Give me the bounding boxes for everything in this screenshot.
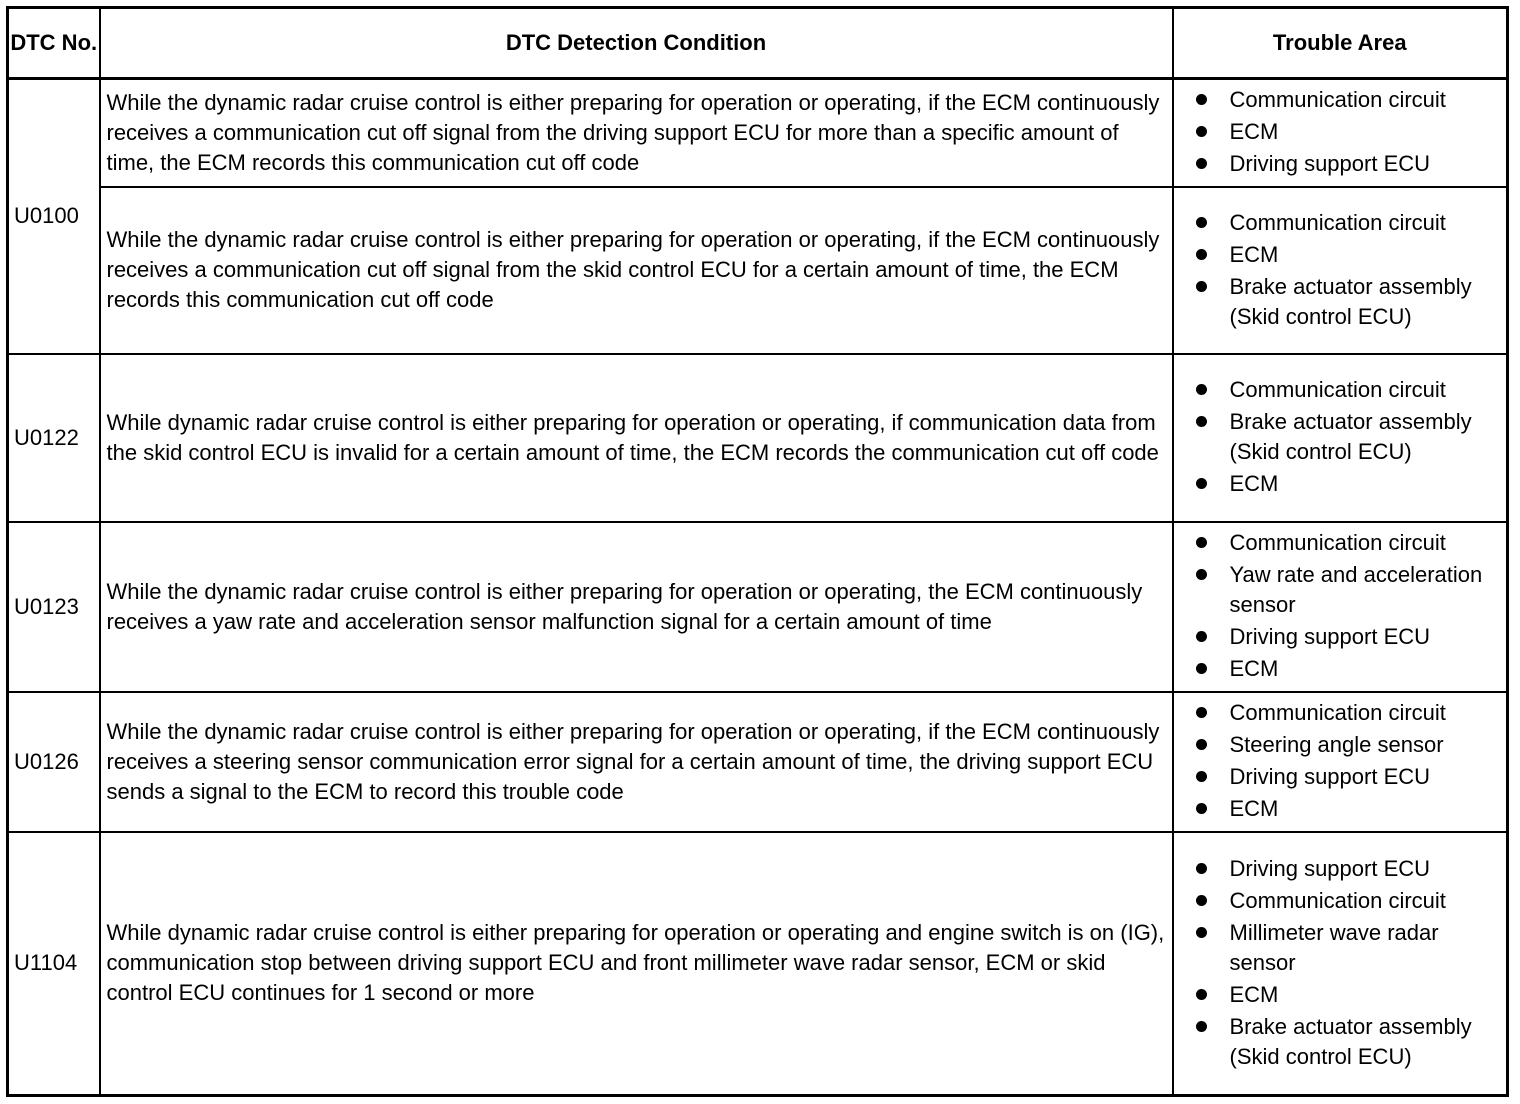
trouble-area-text: ECM xyxy=(1229,981,1279,1007)
dtc-code-cell: U0122 xyxy=(8,354,100,522)
bullet-icon xyxy=(1196,1021,1207,1032)
trouble-area-cell xyxy=(1173,832,1508,1096)
bullet-icon xyxy=(1196,384,1207,395)
detection-condition-cell: While the dynamic radar cruise control is either preparing for operation or operating, the ECM continuously receives a yaw rate and acceleration sensor malfunction signal for a certain amount of time xyxy=(100,522,1173,692)
trouble-area-item xyxy=(1196,149,1499,179)
bullet-icon xyxy=(1196,863,1207,874)
dtc-table xyxy=(6,6,1509,1097)
header-dtc-no: DTC No. xyxy=(8,8,100,79)
trouble-area-item xyxy=(1196,560,1499,620)
detection-condition-cell: While dynamic radar cruise control is either preparing for operation or operating and engine switch is on (IG), communication stop between driving support ECU and front millimeter wave radar sensor, ECM or skid control ECU continues for 1 second or more xyxy=(100,832,1173,1096)
dtc-code-cell: U1104 xyxy=(8,832,100,1096)
trouble-area-cell xyxy=(1173,79,1508,187)
trouble-area-text: Communication circuit xyxy=(1229,700,1446,725)
trouble-area-text: Steering angle sensor xyxy=(1229,732,1444,757)
trouble-area-text: ECM xyxy=(1229,241,1279,267)
trouble-area-text: Driving support ECU xyxy=(1229,151,1431,177)
bullet-icon xyxy=(1196,895,1207,906)
trouble-area-item xyxy=(1196,918,1499,978)
trouble-area-text: Communication circuit xyxy=(1229,530,1446,555)
bullet-icon xyxy=(1196,158,1207,169)
dtc-code-cell: U0126 xyxy=(8,692,100,832)
dtc-code-cell: U0123 xyxy=(8,522,100,692)
detection-condition-cell: While the dynamic radar cruise control is either preparing for operation or operating, if the ECM continuously receives a steering sensor communication error signal for a certain amount of time, the driving support ECU sends a signal to the ECM to record this trouble code xyxy=(100,692,1173,832)
trouble-area-text: Millimeter wave radar sensor xyxy=(1229,919,1439,975)
bullet-icon xyxy=(1196,707,1207,718)
trouble-area-item xyxy=(1196,886,1499,916)
bullet-icon xyxy=(1196,416,1207,427)
trouble-area-item xyxy=(1196,794,1499,824)
dtc-code-cell: U0100 xyxy=(8,79,100,354)
bullet-icon xyxy=(1196,569,1207,580)
trouble-area-list xyxy=(1196,854,1499,1072)
trouble-area-text: Yaw rate and acceleration sensor xyxy=(1229,562,1483,617)
table-row xyxy=(8,79,1508,187)
bullet-icon xyxy=(1196,739,1207,750)
bullet-icon xyxy=(1196,478,1207,489)
trouble-area-text: Brake actuator assembly (Skid control ECU) xyxy=(1229,1013,1472,1069)
table-row xyxy=(8,522,1508,692)
trouble-area-item xyxy=(1196,698,1499,728)
trouble-area-text: Communication circuit xyxy=(1229,209,1446,235)
trouble-area-list xyxy=(1196,528,1499,684)
trouble-area-item xyxy=(1196,240,1499,270)
trouble-area-list xyxy=(1196,85,1499,179)
bullet-icon xyxy=(1196,927,1207,938)
detection-condition-cell: While the dynamic radar cruise control is either preparing for operation or operating, if the ECM continuously receives a communication cut off signal from the driving support ECU for more than a specific amount of time, the ECM records this communication cut off code xyxy=(100,79,1173,187)
table-row xyxy=(8,832,1508,1096)
bullet-icon xyxy=(1196,631,1207,642)
trouble-area-text: Communication circuit xyxy=(1229,377,1446,402)
trouble-area-item xyxy=(1196,528,1499,558)
header-detection-condition: DTC Detection Condition xyxy=(100,8,1173,79)
trouble-area-item xyxy=(1196,762,1499,792)
bullet-icon xyxy=(1196,803,1207,814)
header-row xyxy=(8,8,1508,79)
trouble-area-list xyxy=(1196,375,1499,499)
trouble-area-text: Driving support ECU xyxy=(1229,624,1431,649)
trouble-area-text: ECM xyxy=(1229,656,1279,681)
bullet-icon xyxy=(1196,281,1207,292)
trouble-area-item xyxy=(1196,1012,1499,1072)
bullet-icon xyxy=(1196,663,1207,674)
trouble-area-item xyxy=(1196,854,1499,884)
bullet-icon xyxy=(1196,94,1207,105)
bullet-icon xyxy=(1196,126,1207,137)
trouble-area-item xyxy=(1196,654,1499,684)
bullet-icon xyxy=(1196,989,1207,1000)
trouble-area-cell xyxy=(1173,354,1508,522)
trouble-area-text: Driving support ECU xyxy=(1229,764,1431,789)
trouble-area-item xyxy=(1196,980,1499,1010)
bullet-icon xyxy=(1196,771,1207,782)
trouble-area-item xyxy=(1196,272,1499,332)
trouble-area-text: Communication circuit xyxy=(1229,87,1446,113)
trouble-area-item xyxy=(1196,407,1499,467)
bullet-icon xyxy=(1196,217,1207,228)
trouble-area-item xyxy=(1196,375,1499,405)
detection-condition-cell: While the dynamic radar cruise control is either preparing for operation or operating, if the ECM continuously receives a communication cut off signal from the skid control ECU for a certain amount of time, the ECM records this communication cut off code xyxy=(100,187,1173,354)
trouble-area-text: Brake actuator assembly (Skid control ECU) xyxy=(1229,273,1472,329)
trouble-area-item xyxy=(1196,730,1499,760)
trouble-area-text: ECM xyxy=(1229,119,1279,145)
bullet-icon xyxy=(1196,249,1207,260)
trouble-area-cell xyxy=(1173,692,1508,832)
header-trouble-area: Trouble Area xyxy=(1173,8,1508,79)
bullet-icon xyxy=(1196,537,1207,548)
trouble-area-cell xyxy=(1173,522,1508,692)
trouble-area-text: Driving support ECU xyxy=(1229,855,1431,881)
trouble-area-item xyxy=(1196,85,1499,115)
trouble-area-text: ECM xyxy=(1229,796,1279,821)
trouble-area-text: Communication circuit xyxy=(1229,887,1446,913)
trouble-area-text: ECM xyxy=(1229,471,1279,496)
trouble-area-item xyxy=(1196,208,1499,238)
trouble-area-list xyxy=(1196,698,1499,824)
trouble-area-list xyxy=(1196,208,1499,332)
trouble-area-cell xyxy=(1173,187,1508,354)
trouble-area-item xyxy=(1196,469,1499,499)
trouble-area-item xyxy=(1196,622,1499,652)
table-row xyxy=(8,187,1508,354)
table-row xyxy=(8,354,1508,522)
table-row xyxy=(8,692,1508,832)
detection-condition-cell: While dynamic radar cruise control is either preparing for operation or operating, if communication data from the skid control ECU is invalid for a certain amount of time, the ECM records the communication cut off code xyxy=(100,354,1173,522)
trouble-area-item xyxy=(1196,117,1499,147)
trouble-area-text: Brake actuator assembly (Skid control ECU) xyxy=(1229,409,1472,464)
